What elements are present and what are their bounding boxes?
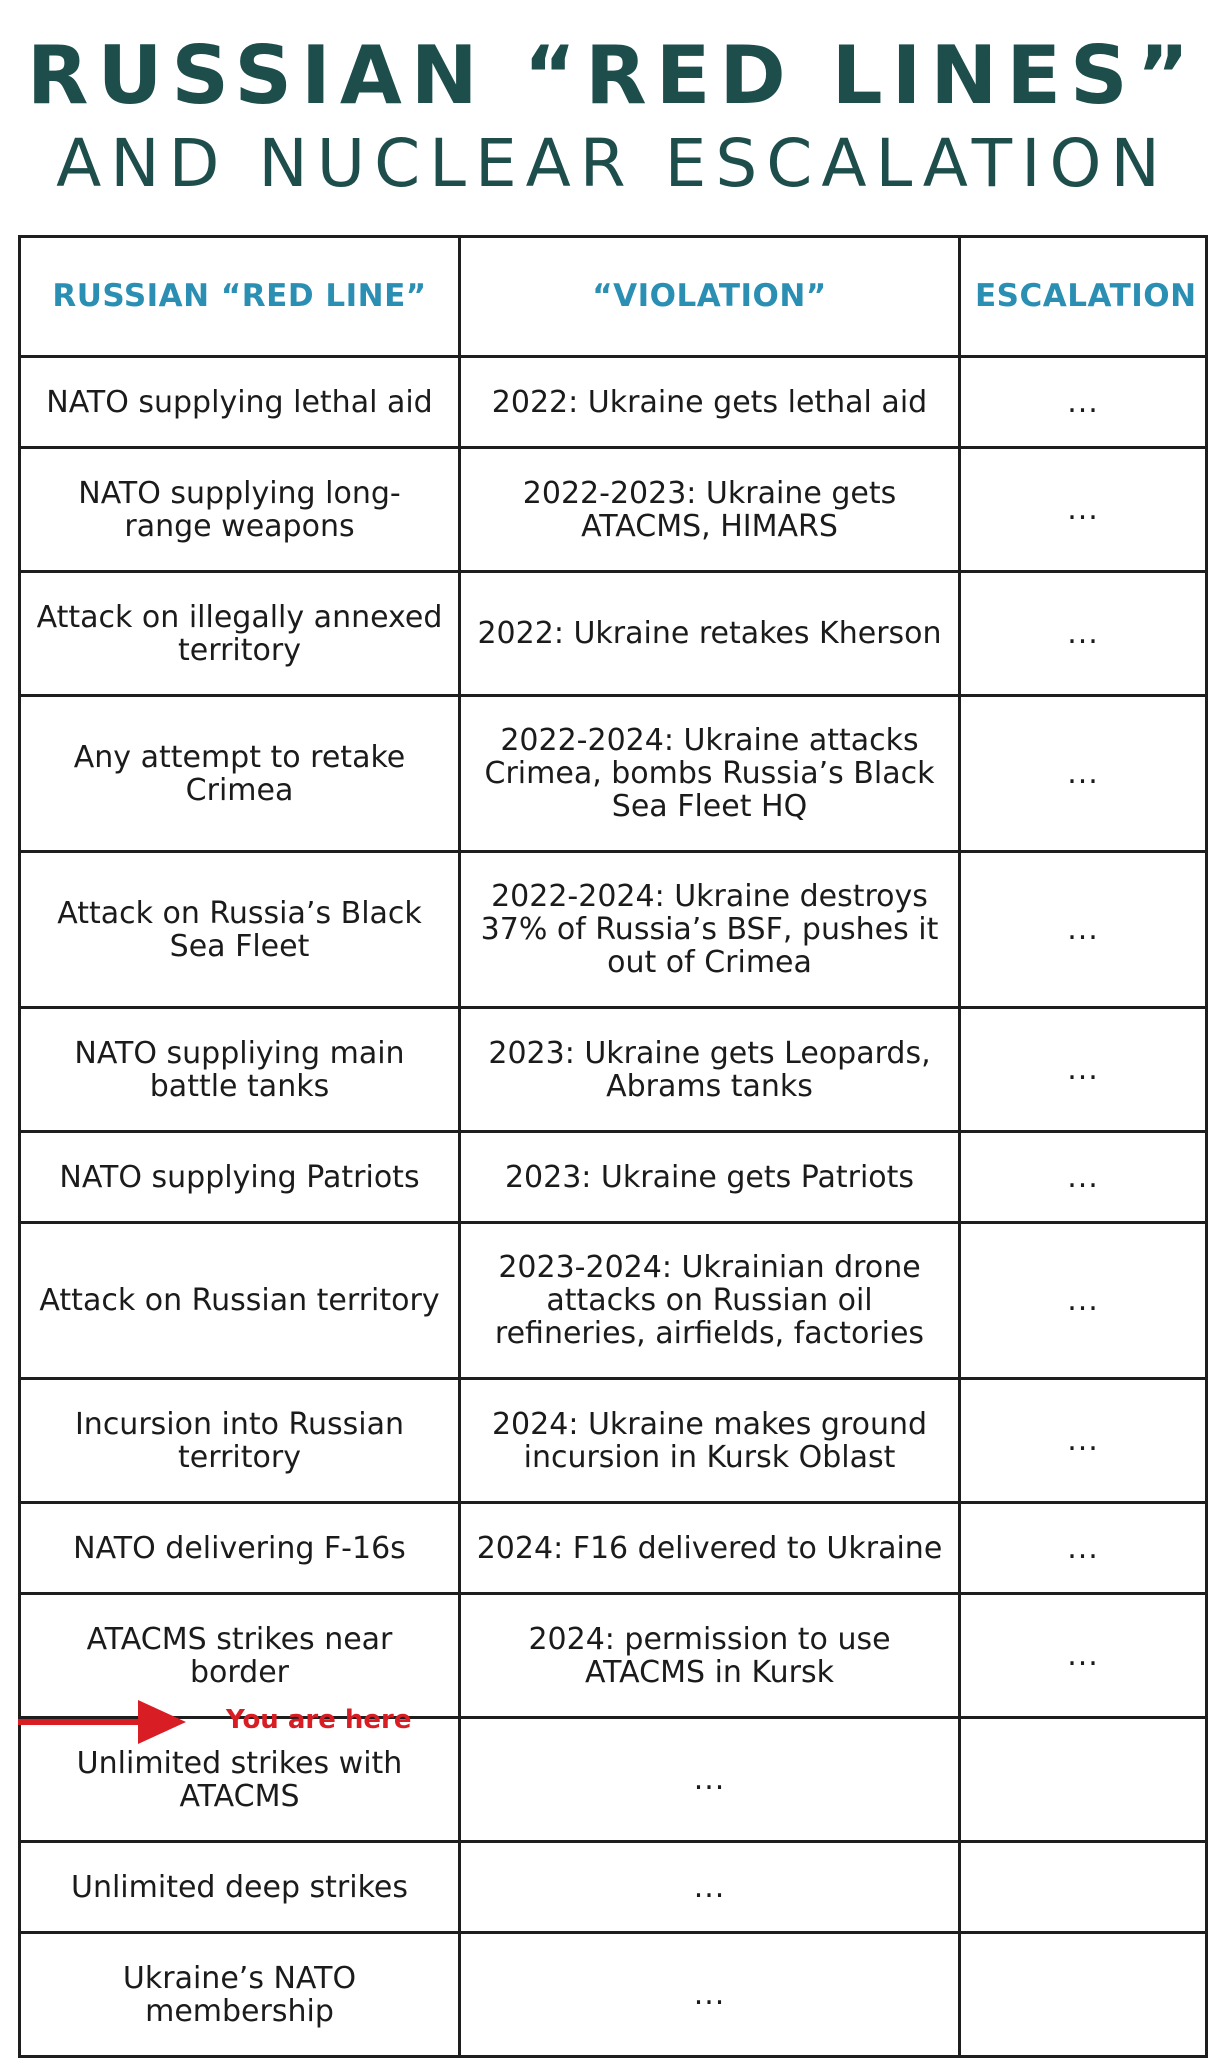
- arrow-right-icon: [138, 1700, 186, 1744]
- table-row: [20, 357, 1207, 448]
- escalation-cell: [960, 1933, 1207, 2057]
- escalation-cell: ...: [960, 572, 1207, 696]
- escalation-cell: [960, 1842, 1207, 1933]
- red-line-cell: ATACMS strikes near border: [20, 1594, 460, 1718]
- escalation-cell: ...: [960, 1223, 1207, 1379]
- table-row: [20, 448, 1207, 572]
- red-line-cell: NATO supplying Patriots: [20, 1132, 460, 1223]
- escalation-cell: ...: [960, 1132, 1207, 1223]
- violation-cell: 2024: Ukraine makes ground incursion in Kursk Oblast: [460, 1379, 960, 1503]
- red-line-cell: Unlimited strikes with ATACMS: [20, 1718, 460, 1842]
- table-row: [20, 1379, 1207, 1503]
- you-are-here-label: You are here: [226, 1705, 412, 1735]
- table-row: [20, 1842, 1207, 1933]
- table-header-row: [20, 237, 1207, 357]
- red-line-cell: NATO suppliying main battle tanks: [20, 1008, 460, 1132]
- table-row: [20, 1594, 1207, 1718]
- header-violation: “VIOLATION”: [460, 237, 960, 357]
- escalation-cell: ...: [960, 1594, 1207, 1718]
- violation-cell: 2023-2024: Ukrainian drone attacks on Russian oil refineries, airfields, factories: [460, 1223, 960, 1379]
- escalation-cell: ...: [960, 1379, 1207, 1503]
- violation-cell: 2024: F16 delivered to Ukraine: [460, 1503, 960, 1594]
- violation-cell: 2022: Ukraine gets lethal aid: [460, 357, 960, 448]
- red-line-cell: Incursion into Russian territory: [20, 1379, 460, 1503]
- violation-cell: 2022-2024: Ukraine attacks Crimea, bombs Russia’s Black Sea Fleet HQ: [460, 696, 960, 852]
- violation-cell: 2023: Ukraine gets Patriots: [460, 1132, 960, 1223]
- header-red-line: RUSSIAN “RED LINE”: [20, 237, 460, 357]
- red-line-cell: NATO supplying lethal aid: [20, 357, 460, 448]
- escalation-cell: ...: [960, 696, 1207, 852]
- you-are-here-marker: [18, 1700, 438, 1744]
- escalation-cell: ...: [960, 448, 1207, 572]
- red-line-cell: Attack on Russia’s Black Sea Fleet: [20, 852, 460, 1008]
- escalation-cell: [960, 1718, 1207, 1842]
- violation-cell: ...: [460, 1933, 960, 2057]
- violation-cell: ...: [460, 1718, 960, 1842]
- red-line-cell: Attack on illegally annexed territory: [20, 572, 460, 696]
- violation-cell: 2023: Ukraine gets Leopards, Abrams tanks: [460, 1008, 960, 1132]
- red-line-cell: Attack on Russian territory: [20, 1223, 460, 1379]
- escalation-cell: ...: [960, 1503, 1207, 1594]
- escalation-cell: ...: [960, 852, 1207, 1008]
- violation-cell: ...: [460, 1842, 960, 1933]
- table-row: [20, 1223, 1207, 1379]
- table-row: [20, 1503, 1207, 1594]
- title-subtitle: AND NUCLEAR ESCALATION: [56, 125, 1169, 202]
- red-line-cell: NATO supplying long-range weapons: [20, 448, 460, 572]
- arrow-shaft: [18, 1719, 143, 1725]
- red-line-cell: Ukraine’s NATO membership: [20, 1933, 460, 2057]
- table-row: [20, 1008, 1207, 1132]
- table-row: [20, 572, 1207, 696]
- red-line-cell: NATO delivering F-16s: [20, 1503, 460, 1594]
- violation-cell: 2022-2023: Ukraine gets ATACMS, HIMARS: [460, 448, 960, 572]
- red-line-cell: Any attempt to retake Crimea: [20, 696, 460, 852]
- title-main: RUSSIAN “RED LINES”: [26, 29, 1199, 122]
- table-row: [20, 1933, 1207, 2057]
- red-line-cell: Unlimited deep strikes: [20, 1842, 460, 1933]
- red-lines-table-wrap: [18, 235, 1205, 2067]
- title-block: [0, 28, 1225, 204]
- table-row: [20, 1132, 1207, 1223]
- escalation-cell: ...: [960, 1008, 1207, 1132]
- violation-cell: 2024: permission to use ATACMS in Kursk: [460, 1594, 960, 1718]
- escalation-cell: ...: [960, 357, 1207, 448]
- violation-cell: 2022-2024: Ukraine destroys 37% of Russia’s BSF, pushes it out of Crimea: [460, 852, 960, 1008]
- red-lines-table: [18, 235, 1208, 2058]
- table-row: [20, 852, 1207, 1008]
- table-row: [20, 696, 1207, 852]
- violation-cell: 2022: Ukraine retakes Kherson: [460, 572, 960, 696]
- header-escalation: ESCALATION: [960, 237, 1207, 357]
